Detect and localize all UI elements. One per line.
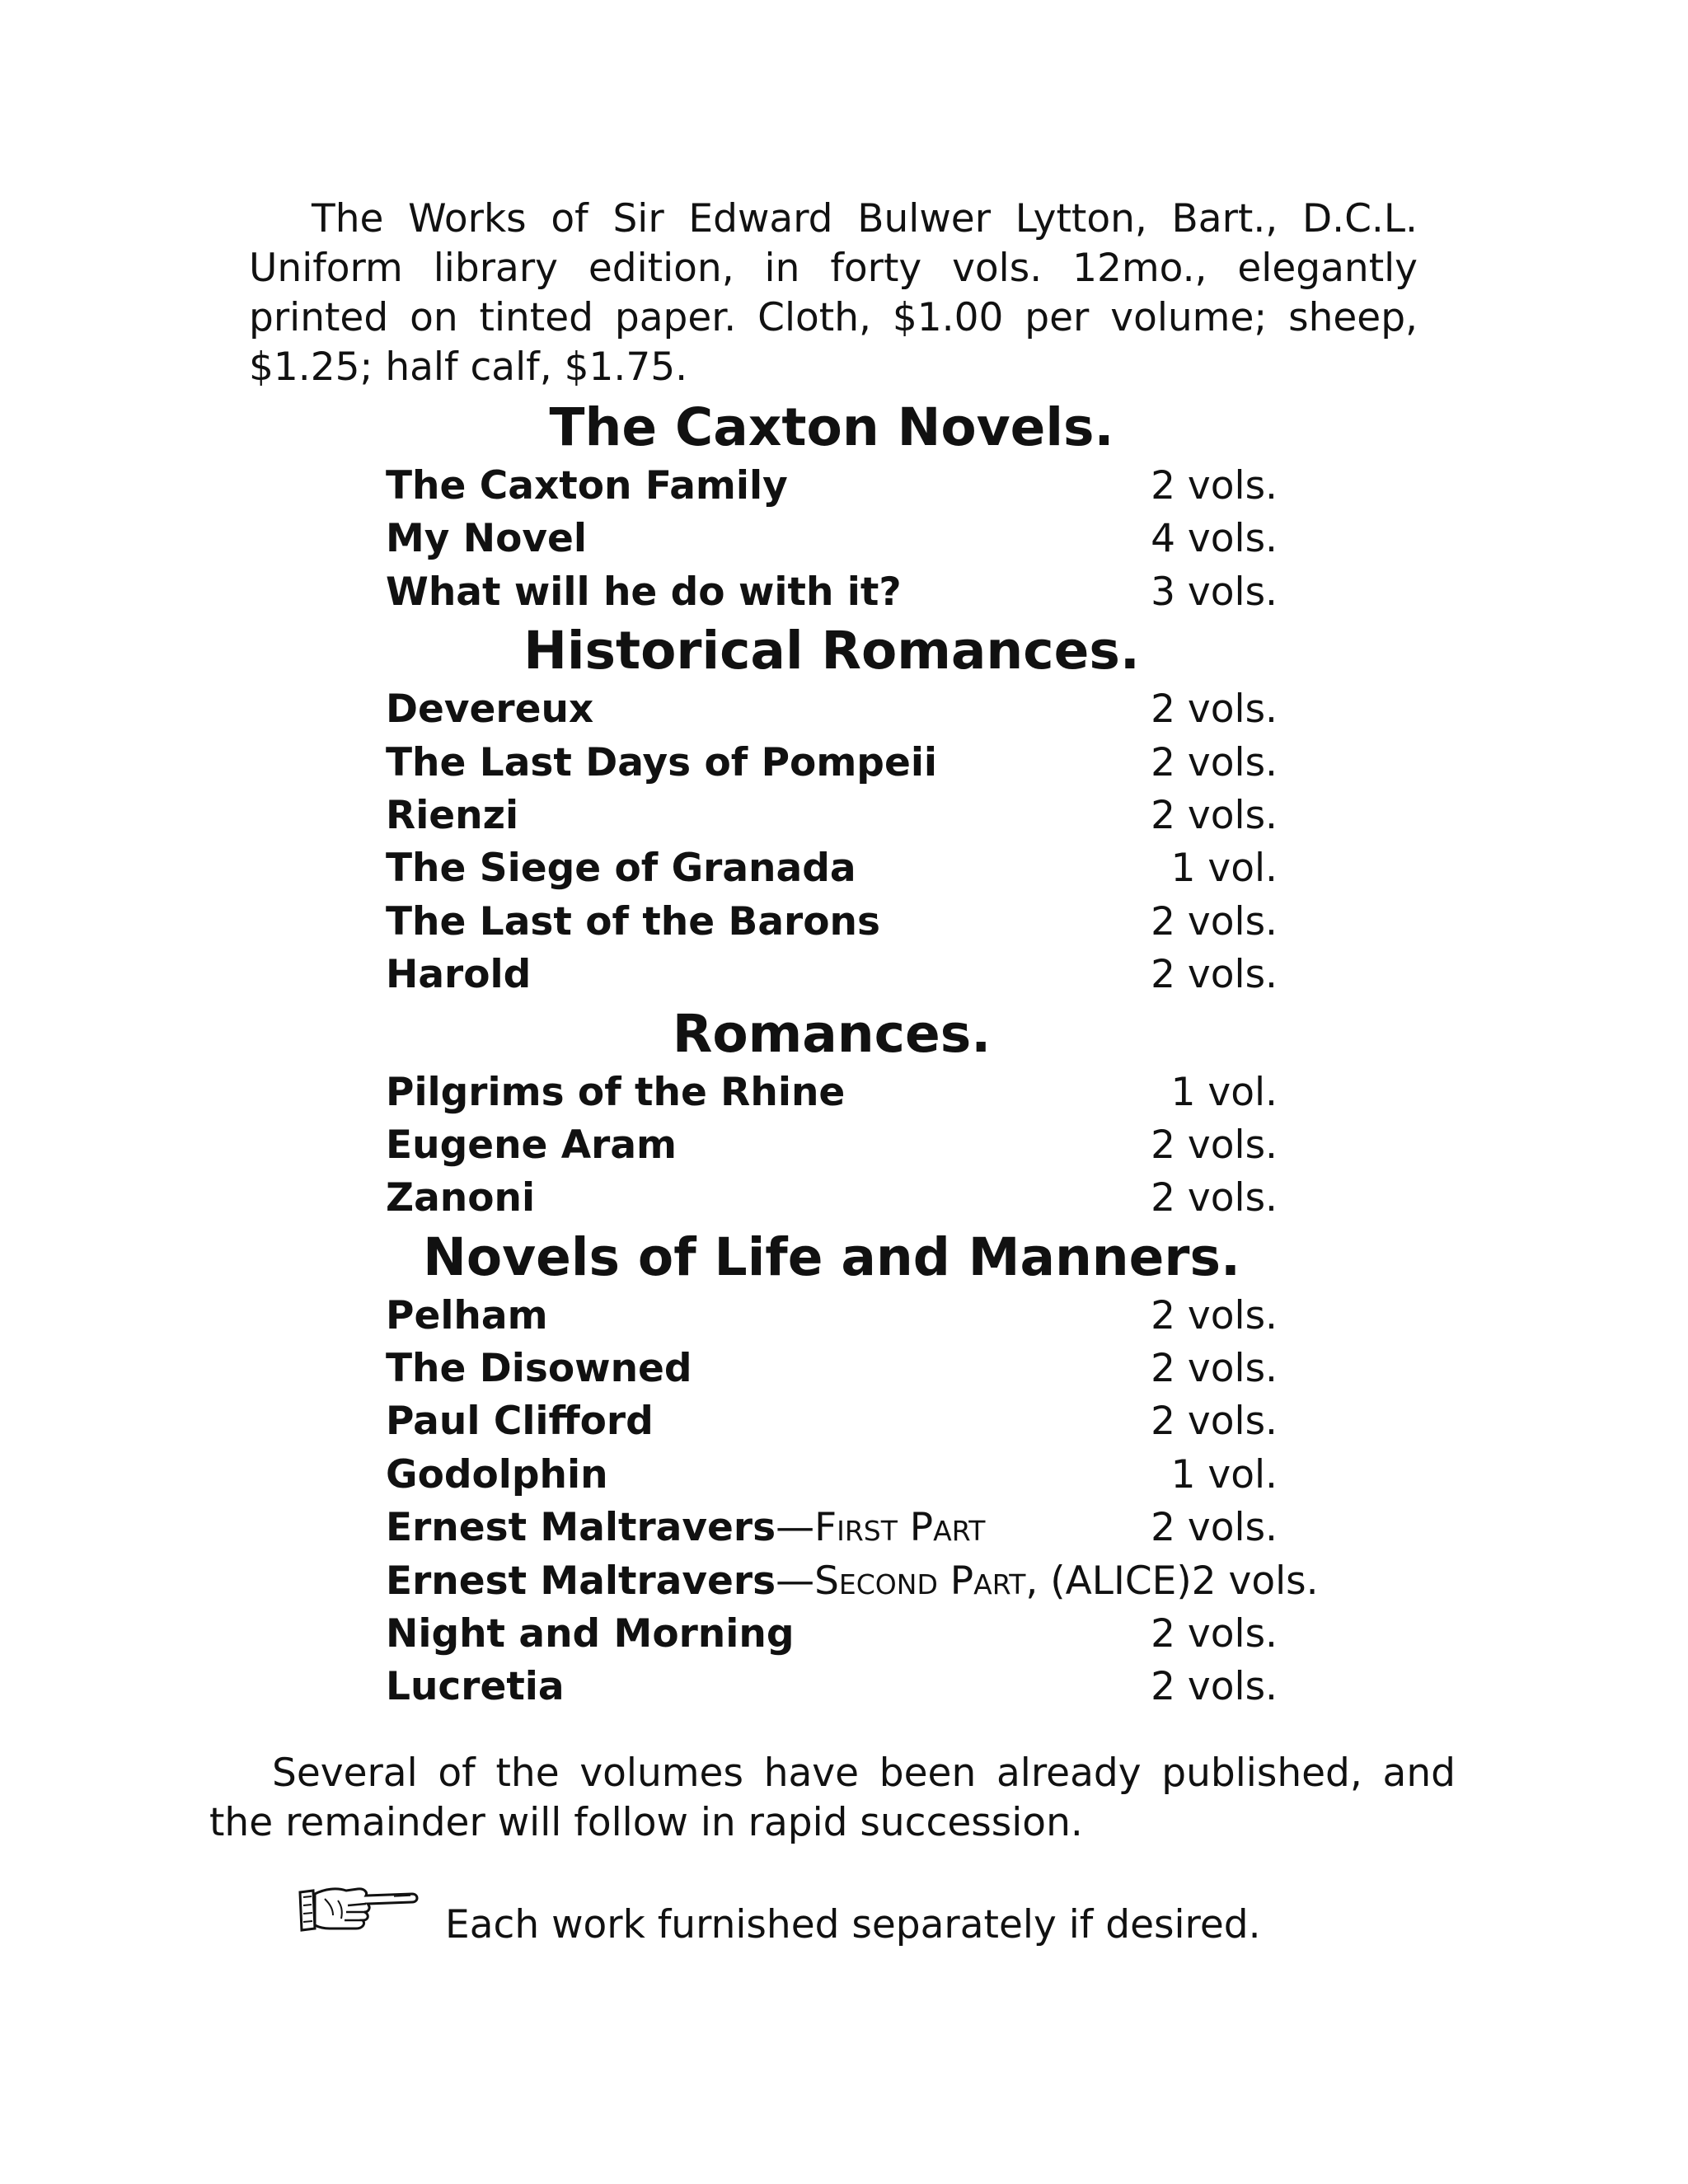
section-romances	[386, 1002, 1278, 1226]
book-title: Devereux	[386, 687, 594, 733]
book-title: What will he do with it?	[386, 569, 902, 615]
pointing-hand-icon	[297, 1881, 420, 1938]
book-title: Night and Morning	[386, 1611, 795, 1657]
volume-count: 1 vol.	[1170, 1451, 1278, 1497]
volume-count: 3 vols.	[1151, 569, 1278, 615]
volume-count: 2 vols.	[1151, 1611, 1278, 1657]
list-item	[386, 1555, 1319, 1608]
list-item	[386, 513, 1278, 565]
section-novels-of-life-and-manners	[386, 1226, 1319, 1714]
list-item	[386, 1502, 1278, 1554]
volume-count: 1 vol.	[1170, 846, 1278, 892]
catalog-list	[386, 396, 1319, 1714]
closing-paragraph: Several of the volumes have been already published, and the remainder will follow in rapid succession.	[209, 1750, 1456, 1845]
list-item	[386, 842, 1278, 895]
book-title: Ernest Maltravers	[386, 1505, 776, 1551]
book-title: The Last of the Barons	[386, 898, 880, 944]
book-title: Rienzi	[386, 792, 519, 838]
list-item	[386, 1395, 1278, 1448]
volume-count: 2 vols.	[1151, 1505, 1278, 1551]
book-title: Harold	[386, 952, 532, 998]
volume-count: 2 vols.	[1151, 687, 1278, 733]
volume-count: 2 vols.	[1151, 463, 1278, 509]
list-item	[386, 1290, 1278, 1343]
list-item	[386, 460, 1278, 513]
section-historical-romances	[386, 619, 1278, 1001]
volume-count: 2 vols.	[1151, 952, 1278, 998]
volume-count: 2 vols.	[1151, 898, 1278, 944]
book-title-with-part	[386, 1555, 1192, 1608]
list-item	[386, 566, 1278, 619]
volume-count: 2 vols.	[1151, 1175, 1278, 1221]
book-part: —First Part	[776, 1505, 986, 1551]
volume-count: 2 vols.	[1151, 792, 1278, 838]
list-item	[386, 1066, 1278, 1119]
list-item	[386, 896, 1278, 949]
book-title: Pilgrims of the Rhine	[386, 1069, 846, 1115]
book-title: Lucretia	[386, 1664, 565, 1710]
book-title: Pelham	[386, 1292, 548, 1338]
volume-count: 2 vols.	[1151, 1346, 1278, 1392]
list-item	[386, 737, 1278, 790]
volume-count: 2 vols.	[1191, 1558, 1319, 1604]
volume-count: 4 vols.	[1151, 516, 1278, 562]
book-title: The Caxton Family	[386, 463, 788, 509]
list-item	[386, 949, 1278, 1001]
book-part: —Second Part, (ALICE)	[776, 1558, 1192, 1604]
volume-count: 2 vols.	[1151, 739, 1278, 785]
list-item	[386, 1343, 1278, 1395]
list-item	[386, 1608, 1278, 1661]
book-title: My Novel	[386, 516, 588, 562]
list-item	[386, 1119, 1278, 1172]
section-caxton-novels	[386, 396, 1278, 619]
list-item	[386, 683, 1278, 736]
note	[297, 1881, 1286, 1955]
note-text: Each work furnished separately if desired.	[445, 1902, 1261, 1947]
volume-count: 2 vols.	[1151, 1399, 1278, 1445]
book-title: Eugene Aram	[386, 1122, 678, 1168]
section-heading: Romances.	[672, 1003, 992, 1064]
book-title: Paul Clifford	[386, 1399, 654, 1445]
book-title: Zanoni	[386, 1175, 536, 1221]
volume-count: 2 vols.	[1151, 1292, 1278, 1338]
book-title: Godolphin	[386, 1451, 608, 1497]
list-item	[386, 1661, 1278, 1713]
book-title: The Last Days of Pompeii	[386, 739, 938, 785]
volume-count: 1 vol.	[1170, 1069, 1278, 1115]
book-title: Ernest Maltravers	[386, 1558, 776, 1604]
intro-paragraph: The Works of Sir Edward Bulwer Lytton, Bart., D.C.L. Uniform library edition, in forty vols. 12mo., elegantly printed on tinted paper. Cloth, $1.00 per volume; sheep, $1.25; half calf, $1.75.	[249, 196, 1418, 390]
book-title-with-part	[386, 1502, 985, 1554]
list-item	[386, 790, 1278, 842]
section-heading: The Caxton Novels.	[549, 397, 1114, 457]
list-item	[386, 1449, 1278, 1502]
section-heading: Novels of Life and Manners.	[423, 1226, 1240, 1287]
book-title: The Disowned	[386, 1346, 692, 1392]
volume-count: 2 vols.	[1151, 1664, 1278, 1710]
book-title: The Siege of Granada	[386, 846, 856, 892]
section-heading: Historical Romances.	[523, 621, 1140, 682]
volume-count: 2 vols.	[1151, 1122, 1278, 1168]
list-item	[386, 1172, 1278, 1225]
